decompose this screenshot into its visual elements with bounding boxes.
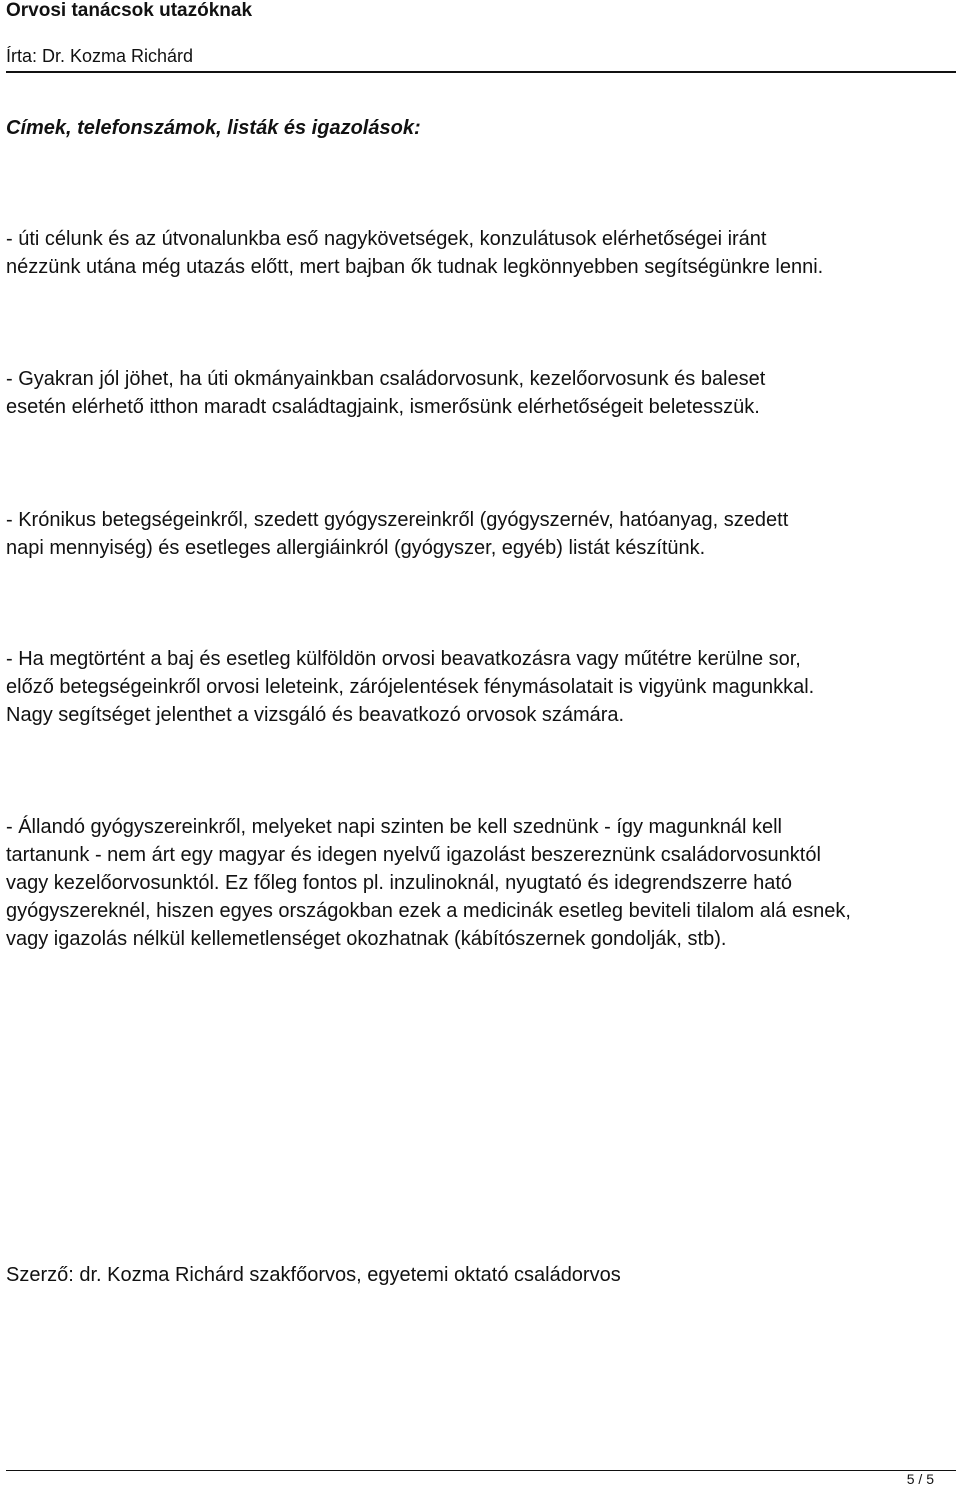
paragraph-line: nézzünk utána még utazás előtt, mert bajban ők tudnak legkönnyebben segítségünkre lenni. xyxy=(6,256,824,278)
section-heading: Címek, telefonszámok, listák és igazolások: xyxy=(6,117,421,139)
paragraph-line: - úti célunk és az útvonalunkba eső nagykövetségek, konzulátusok elérhetőségei iránt xyxy=(6,228,767,250)
paragraph-chronic-diseases xyxy=(6,506,954,562)
paragraph-medical-records xyxy=(6,645,954,729)
paragraph-line: - Gyakran jól jöhet, ha úti okmányainkban családorvosunk, kezelőorvosunk és baleset xyxy=(6,368,766,390)
header-divider xyxy=(6,71,956,73)
paragraph-line: vagy igazolás nélkül kellemetlenséget okozhatnak (kábítószernek gondolják, stb). xyxy=(6,928,727,950)
paragraph-line: előző betegségeinkről orvosi leleteink, zárójelentések fénymásolatait is vigyünk magunkkal. xyxy=(6,676,815,698)
paragraph-contacts xyxy=(6,365,954,421)
paragraph-line: gyógyszereknél, hiszen egyes országokban ezek a medicinák esetleg beviteli tilalom alá esnek, xyxy=(6,900,851,922)
paragraph-line: vagy kezelőorvosunktól. Ez főleg fontos pl. inzulinoknál, nyugtató és idegrendszerre ható xyxy=(6,872,793,894)
paragraph-line: - Ha megtörtént a baj és esetleg külföldön orvosi beavatkozásra vagy műtétre kerülne sor, xyxy=(6,648,801,670)
page-number: 5 / 5 xyxy=(906,1471,934,1487)
footer-divider xyxy=(6,1470,956,1471)
document-author: Írta: Dr. Kozma Richárd xyxy=(6,46,194,66)
paragraph-line: tartanunk - nem árt egy magyar és idegen nyelvű igazolást beszereznünk családorvosunktól xyxy=(6,844,821,866)
paragraph-line: Nagy segítséget jelenthet a vizsgáló és beavatkozó orvosok számára. xyxy=(6,704,625,726)
paragraph-line: - Állandó gyógyszereinkről, melyeket napi szinten be kell szednünk - így magunknál kell xyxy=(6,816,782,838)
paragraph-permanent-medication xyxy=(6,813,954,953)
document-title: Orvosi tanácsok utazóknak xyxy=(6,0,253,21)
author-signature xyxy=(6,1261,954,1289)
paragraph-line: esetén elérhető itthon maradt családtagjaink, ismerősünk elérhetőségeit beletesszük. xyxy=(6,396,760,418)
paragraph-embassies xyxy=(6,225,954,281)
signature-text: Szerző: dr. Kozma Richárd szakfőorvos, egyetemi oktató családorvos xyxy=(6,1264,621,1286)
paragraph-line: napi mennyiség) és esetleges allergiáinkról (gyógyszer, egyéb) listát készítünk. xyxy=(6,537,706,559)
paragraph-line: - Krónikus betegségeinkről, szedett gyógyszereinkről (gyógyszernév, hatóanyag, szedett xyxy=(6,509,789,531)
